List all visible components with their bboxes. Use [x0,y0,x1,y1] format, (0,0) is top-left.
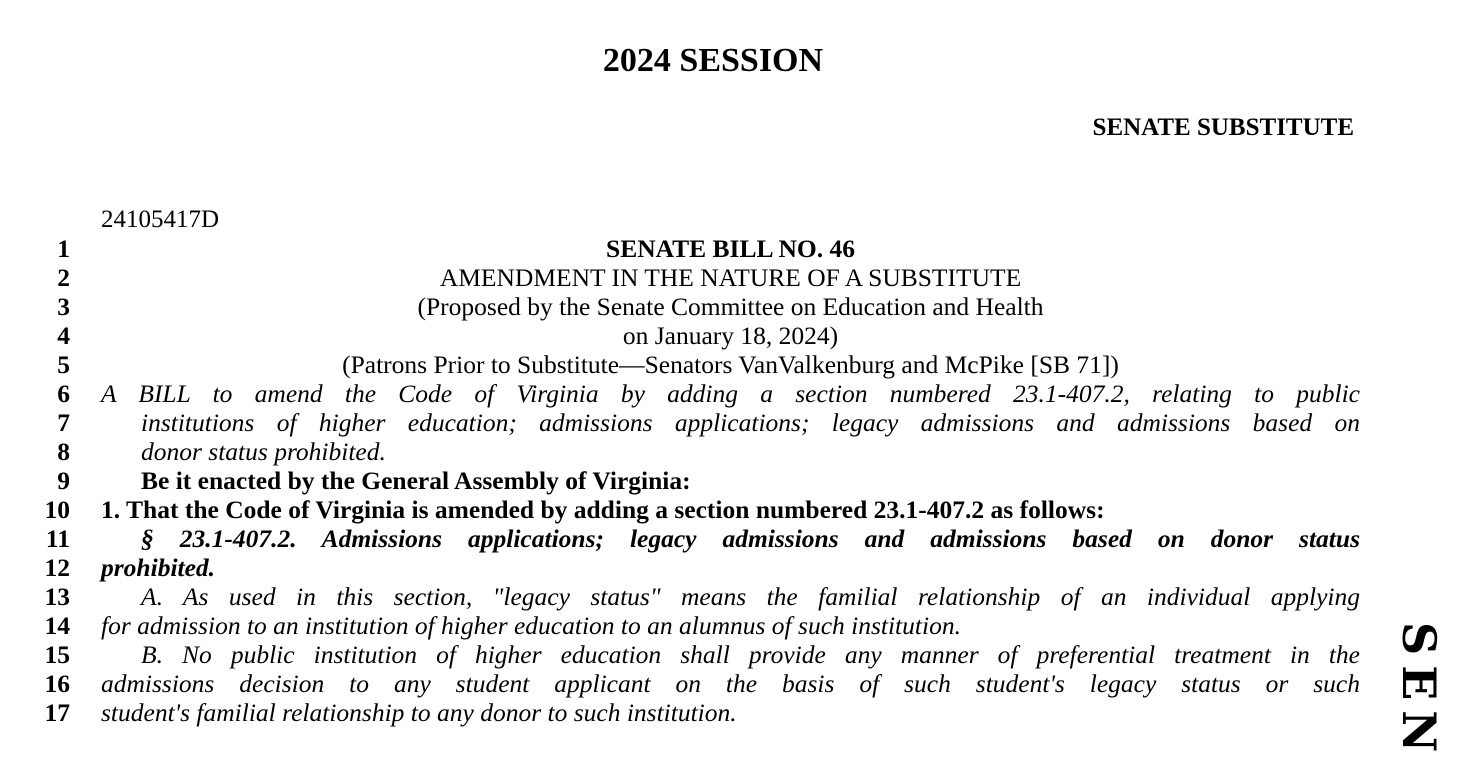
line-number: 1 [57,234,70,263]
bill-text [0,234,1400,727]
bill-line [0,292,1400,321]
bill-title-text: A BILL to amend the Code of Virginia by adding a section numbered 23.1-407.2, relating to public [101,379,1360,408]
bill-line [0,321,1400,350]
amendment-heading: AMENDMENT IN THE NATURE OF A SUBSTITUTE [439,263,1022,292]
bill-line [0,611,1400,640]
line-number: 5 [57,350,70,379]
bill-line [0,640,1400,669]
subsection-a-text: for admission to an institution of higher education to an alumnus of such institution. [101,611,961,640]
bill-line [0,466,1400,495]
subsection-a-text: A. As used in this section, "legacy status" means the familial relationship of an individual applying [141,582,1360,611]
line-number: 13 [44,582,70,611]
section-heading: § 23.1-407.2. Admissions applications; legacy admissions and admissions based on donor status [141,524,1360,553]
line-number: 16 [44,669,70,698]
line-number: 4 [57,321,70,350]
bill-line [0,379,1400,408]
bill-number-heading: SENATE BILL NO. 46 [606,234,855,263]
proposer-line: (Proposed by the Senate Committee on Education and Health [417,292,1044,321]
line-number: 12 [44,553,70,582]
line-number: 3 [57,292,70,321]
bill-line [0,582,1400,611]
bill-title-text: institutions of higher education; admissions applications; legacy admissions and admissions based on [141,408,1360,437]
bill-line [0,698,1400,727]
bill-line [0,524,1400,553]
subsection-b-text: admissions decision to any student applicant on the basis of such student's legacy status or such [101,669,1360,698]
line-number: 15 [44,640,70,669]
substitute-label: SENATE SUBSTITUTE [1092,114,1354,141]
margin-stamp [1392,622,1458,782]
line-number: 7 [57,408,70,437]
margin-stamp-text: SEN [1392,622,1446,763]
bill-line [0,263,1400,292]
enacting-clause: Be it enacted by the General Assembly of Virginia: [141,466,691,495]
subsection-b-text: B. No public institution of higher education shall provide any manner of preferential treatment in the [141,640,1360,669]
bill-title-text: donor status prohibited. [141,437,386,466]
line-number: 2 [57,263,70,292]
line-number: 14 [44,611,70,640]
session-title: 2024 SESSION [602,42,824,79]
bill-line [0,553,1400,582]
bill-line [0,437,1400,466]
line-number: 6 [57,379,70,408]
patrons-line: (Patrons Prior to Substitute—Senators VanValkenburg and McPike [SB 71]) [342,350,1119,379]
document-id: 24105417D [101,206,220,233]
line-number: 10 [44,495,70,524]
subsection-b-text: student's familial relationship to any donor to such institution. [101,698,737,727]
section-heading: prohibited. [101,553,216,582]
line-number: 11 [45,524,70,553]
bill-line [0,408,1400,437]
bill-line [0,669,1400,698]
proposal-date-line: on January 18, 2024) [622,321,839,350]
bill-line [0,234,1400,263]
line-number: 17 [44,698,70,727]
line-number: 8 [57,437,70,466]
bill-line [0,495,1400,524]
enactment-section: 1. That the Code of Virginia is amended by adding a section numbered 23.1-407.2 as follows: [101,495,1105,524]
bill-line [0,350,1400,379]
line-number: 9 [57,466,70,495]
